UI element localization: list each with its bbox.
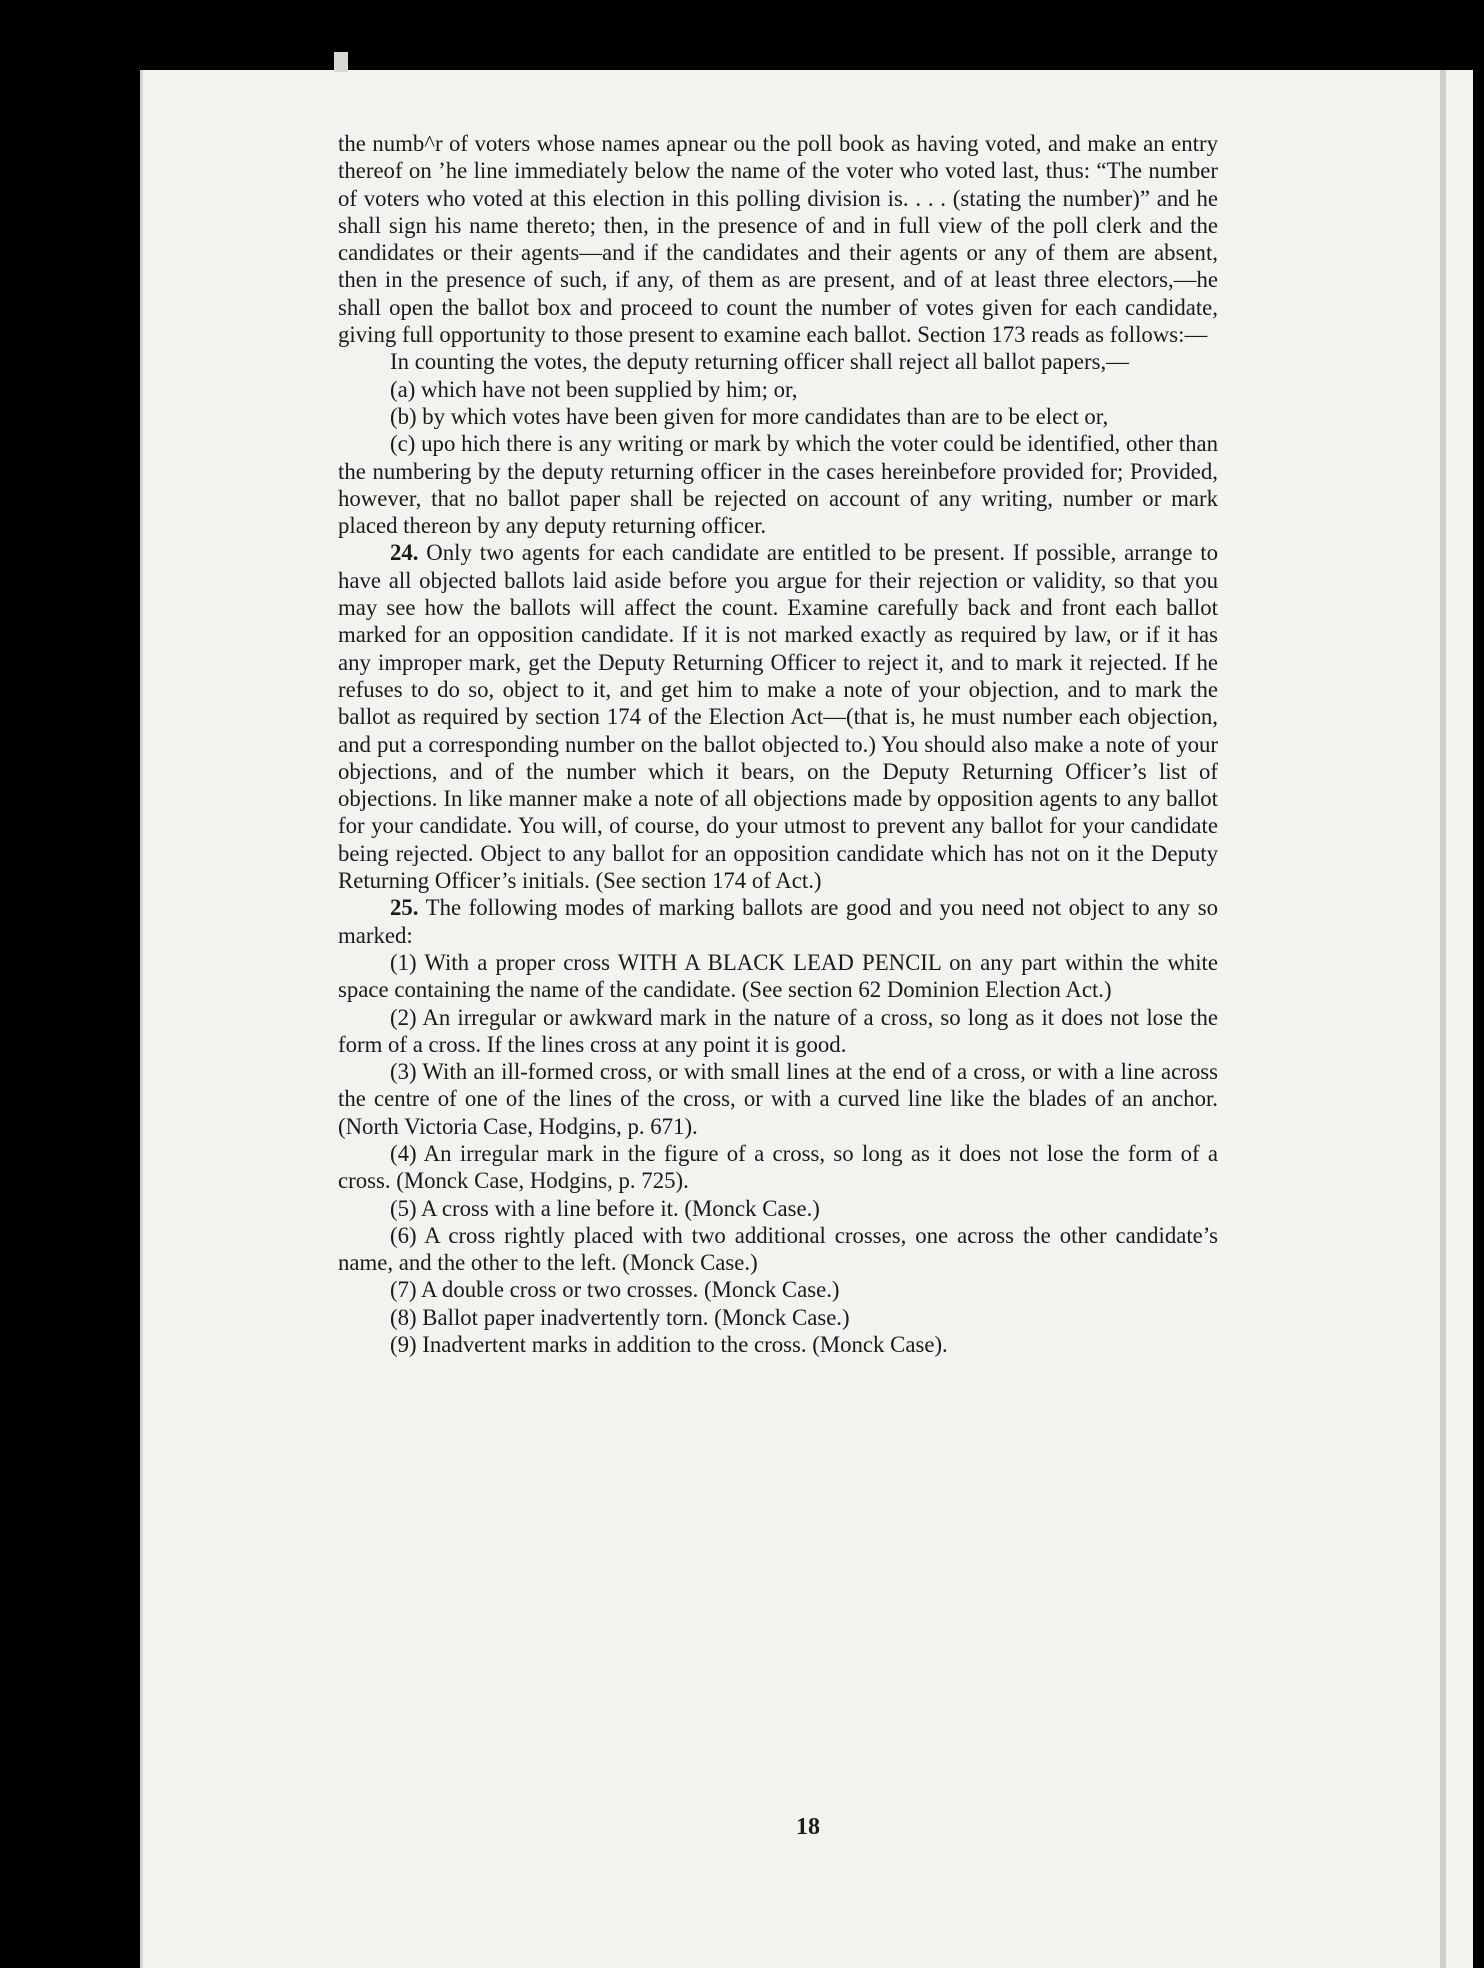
mode-7: (7) A double cross or two crosses. (Monck Case.) — [390, 1277, 840, 1303]
paragraph-continued: the numb^r of voters whose names apnear ou the poll book as having voted, and make an entry thereof on ’he line immediately below the name of the voter who voted last, thus: “The number of voters who voted at this election in this polling division is. . . . (stating the number)” and he shall sign his name thereto; then, in the presence of and in full view of the poll clerk and the candidates or their agents—and if the candidates and their agents or any of them are absent, then in the presence of such, if any, of them as are present, and of at least three electors,—he shall open the ballot box and proceed to count the number of votes given for each candidate, giving full opportunity to those present to examine each ballot. Section 173 reads as follows:— — [338, 131, 1218, 348]
scan-artifact — [334, 52, 348, 72]
section-number-24: 24. — [390, 540, 419, 566]
paragraph-24-text: Only two agents for each candidate are entitled to be present. If possible, arrange to have all objected ballots laid aside before you argue for their rejection or validity, so that you may see how the ballots will affect the count. Examine carefully back and front each ballot marked for an opposition candidate. If it is not marked exactly as required by law, or if it has any improper mark, get the Deputy Returning Officer to reject it, and to mark it rejected. If he refuses to do so, object to it, and get him to make a note of your objection, and to mark the ballot as required by section 174 of the Election Act—(that is, he must number each objection, and put a corresponding number on the ballot objected to.) You should also make a note of your objections, and of the number which it bears, on the Deputy Returning Officer’s list of objections. In like manner make a note of all objections made by opposition agents to any ballot for your candidate. You will, of course, do your utmost to prevent any ballot for your candidate being rejected. Object to any ballot for an opposition candidate which has not on it the Deputy Returning Officer’s initials. (See section 174 of Act.) — [338, 540, 1218, 894]
mode-2: (2) An irregular or awkward mark in the nature of a cross, so long as it does not lose the form of a cross. If the lines cross at any point it is good. — [338, 1004, 1218, 1057]
scanned-page — [140, 70, 1473, 1968]
mode-8: (8) Ballot paper inadvertently torn. (Monck Case.) — [390, 1304, 850, 1330]
paragraph-24 — [338, 539, 1218, 894]
paragraph-section-173-intro: In counting the votes, the deputy returning officer shall reject all ballot papers,— — [390, 349, 1129, 375]
mode-3: (3) With an ill-formed cross, or with small lines at the end of a cross, or with a line across the centre of one of the lines of the cross, or with a curved line like the blades of an anchor. (North Victoria Case, Hodgins, p. 671). — [338, 1059, 1218, 1139]
clause-b: (b) by which votes have been given for more candidates than are to be elect or, — [390, 403, 1109, 429]
page-body-text — [338, 130, 1218, 1358]
mode-9: (9) Inadvertent marks in addition to the cross. (Monck Case). — [390, 1332, 948, 1358]
page-number: 18 — [796, 1814, 820, 1840]
mode-5: (5) A cross with a line before it. (Monck Case.) — [390, 1195, 820, 1221]
paragraph-25 — [338, 894, 1218, 949]
mode-4: (4) An irregular mark in the figure of a cross, so long as it does not lose the form of a cross. (Monck Case, Hodgins, p. 725). — [338, 1140, 1218, 1194]
mode-6: (6) A cross rightly placed with two additional crosses, one across the other candidate’s name, and the other to the left. (Monck Case.) — [338, 1222, 1218, 1276]
clause-a: (a) which have not been supplied by him; or, — [390, 376, 798, 402]
paragraph-25-text: The following modes of marking ballots are good and you need not object to any so marked: — [338, 895, 1218, 948]
section-number-25: 25. — [390, 895, 419, 921]
clause-c: (c) upo hich there is any writing or mark by which the voter could be identified, other than the numbering by the deputy returning officer in the cases hereinbefore provided for; Provided, however, that no ballot paper shall be rejected on account of any writing, number or mark placed thereon by any deputy returning officer. — [338, 431, 1218, 539]
mode-1: (1) With a proper cross WITH A BLACK LEAD PENCIL on any part within the white space containing the name of the candidate. (See section 62 Dominion Election Act.) — [338, 949, 1218, 1003]
page-fold-edge — [1440, 70, 1446, 1968]
